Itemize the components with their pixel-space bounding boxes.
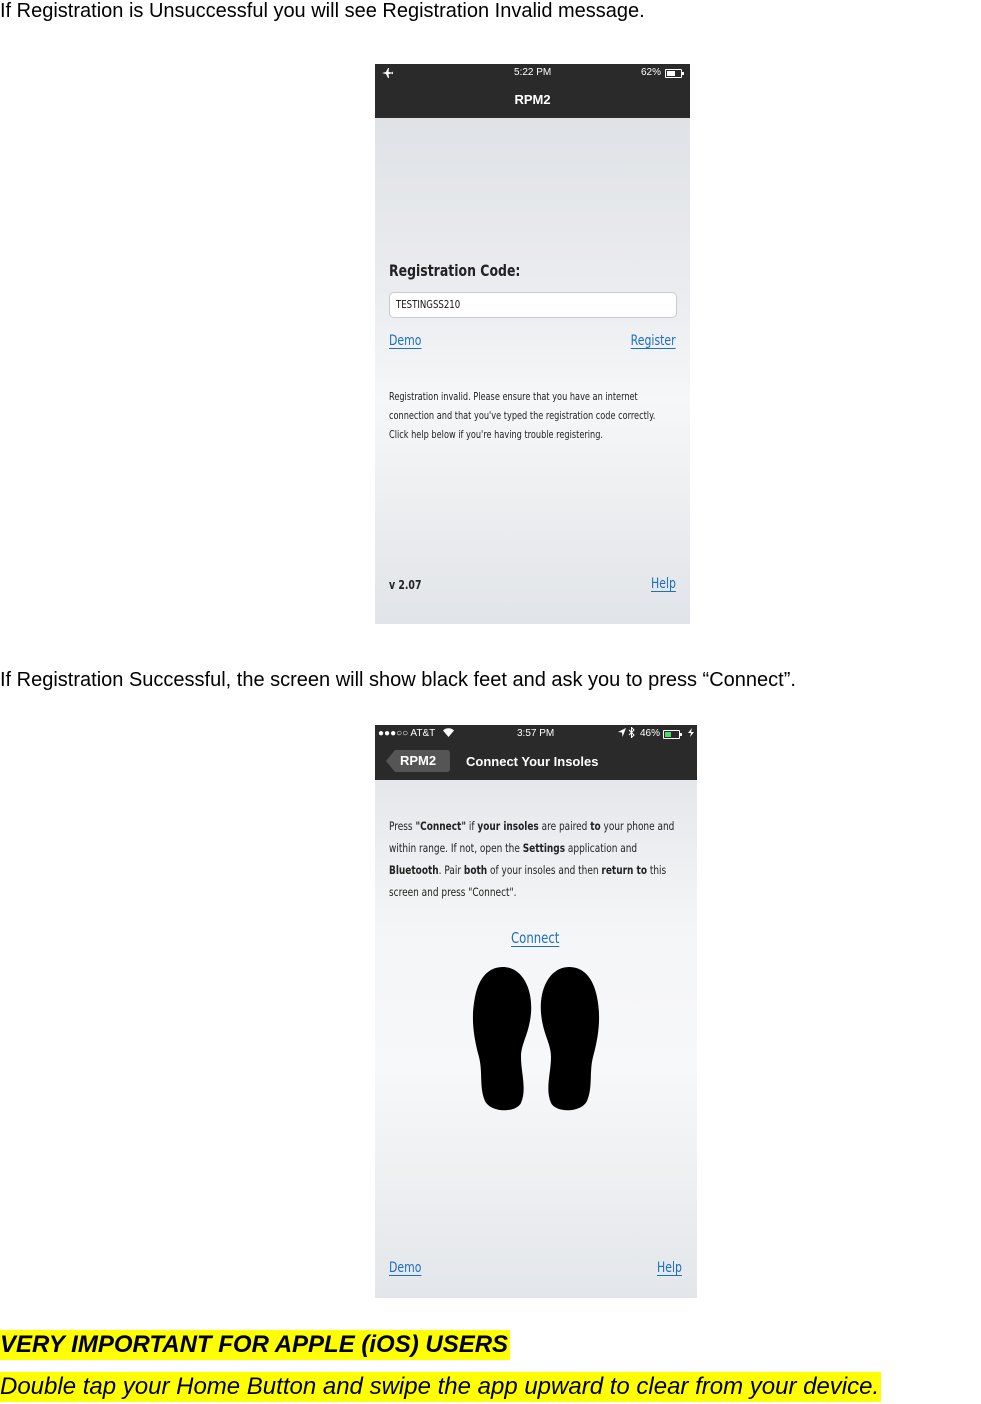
help-link[interactable]: Help [657, 1260, 682, 1276]
back-button[interactable] [386, 750, 448, 772]
nav-title: RPM2 [514, 92, 551, 107]
status-time: 5:22 PM [514, 67, 552, 78]
help-link[interactable]: Help [651, 576, 676, 592]
important-heading: VERY IMPORTANT FOR APPLE (iOS) USERS [0, 1331, 509, 1358]
carrier-signal: ●●●○○ AT&T [378, 728, 436, 739]
battery-icon [665, 69, 682, 78]
nav-bar [375, 725, 697, 780]
version-label: v 2.07 [389, 578, 422, 592]
battery-percent: 46% [640, 728, 661, 739]
nav-title: Connect Your Insoles [466, 754, 599, 769]
wifi-icon [443, 728, 454, 737]
instruction-successful: If Registration Successful, the screen will show black feet and ask you to press “Connect”. [0, 669, 796, 691]
screenshot-connect-insoles [375, 725, 697, 1298]
nav-bar [375, 64, 690, 118]
feet-icon [471, 965, 603, 1115]
bluetooth-icon [628, 727, 635, 738]
location-icon [618, 728, 626, 737]
demo-link[interactable]: Demo [389, 1260, 422, 1276]
demo-link[interactable]: Demo [389, 333, 422, 349]
back-button-label: RPM2 [395, 750, 450, 772]
battery-icon [663, 730, 680, 739]
back-chevron-icon [386, 750, 395, 772]
status-time: 3:57 PM [517, 728, 555, 739]
important-instruction: Double tap your Home Button and swipe the app upward to clear from your device. [0, 1373, 880, 1400]
registration-error-message: Registration invalid. Please ensure that you have an internet connection and that you've typed the registration code correctly. Click help below if you're having trouble registering. [389, 391, 656, 441]
connect-instructions: Press "Connect" if your insoles are paired to your phone and within range. If not, open the Settings application and Bluetooth. Pair both of your insoles and then return to this screen and press "Connect". [389, 819, 675, 899]
connect-button[interactable]: Connect [511, 929, 560, 947]
battery-percent: 62% [641, 67, 662, 78]
screenshot-registration-invalid [375, 64, 690, 624]
registration-code-input[interactable] [389, 292, 677, 318]
register-link[interactable]: Register [631, 333, 676, 349]
charging-icon [688, 728, 694, 737]
registration-code-label: Registration Code: [389, 261, 521, 280]
airplane-icon [382, 68, 393, 78]
instruction-unsuccessful: If Registration is Unsuccessful you will see Registration Invalid message. [0, 0, 645, 22]
registration-code-value: TESTINGSS210 [396, 298, 461, 311]
